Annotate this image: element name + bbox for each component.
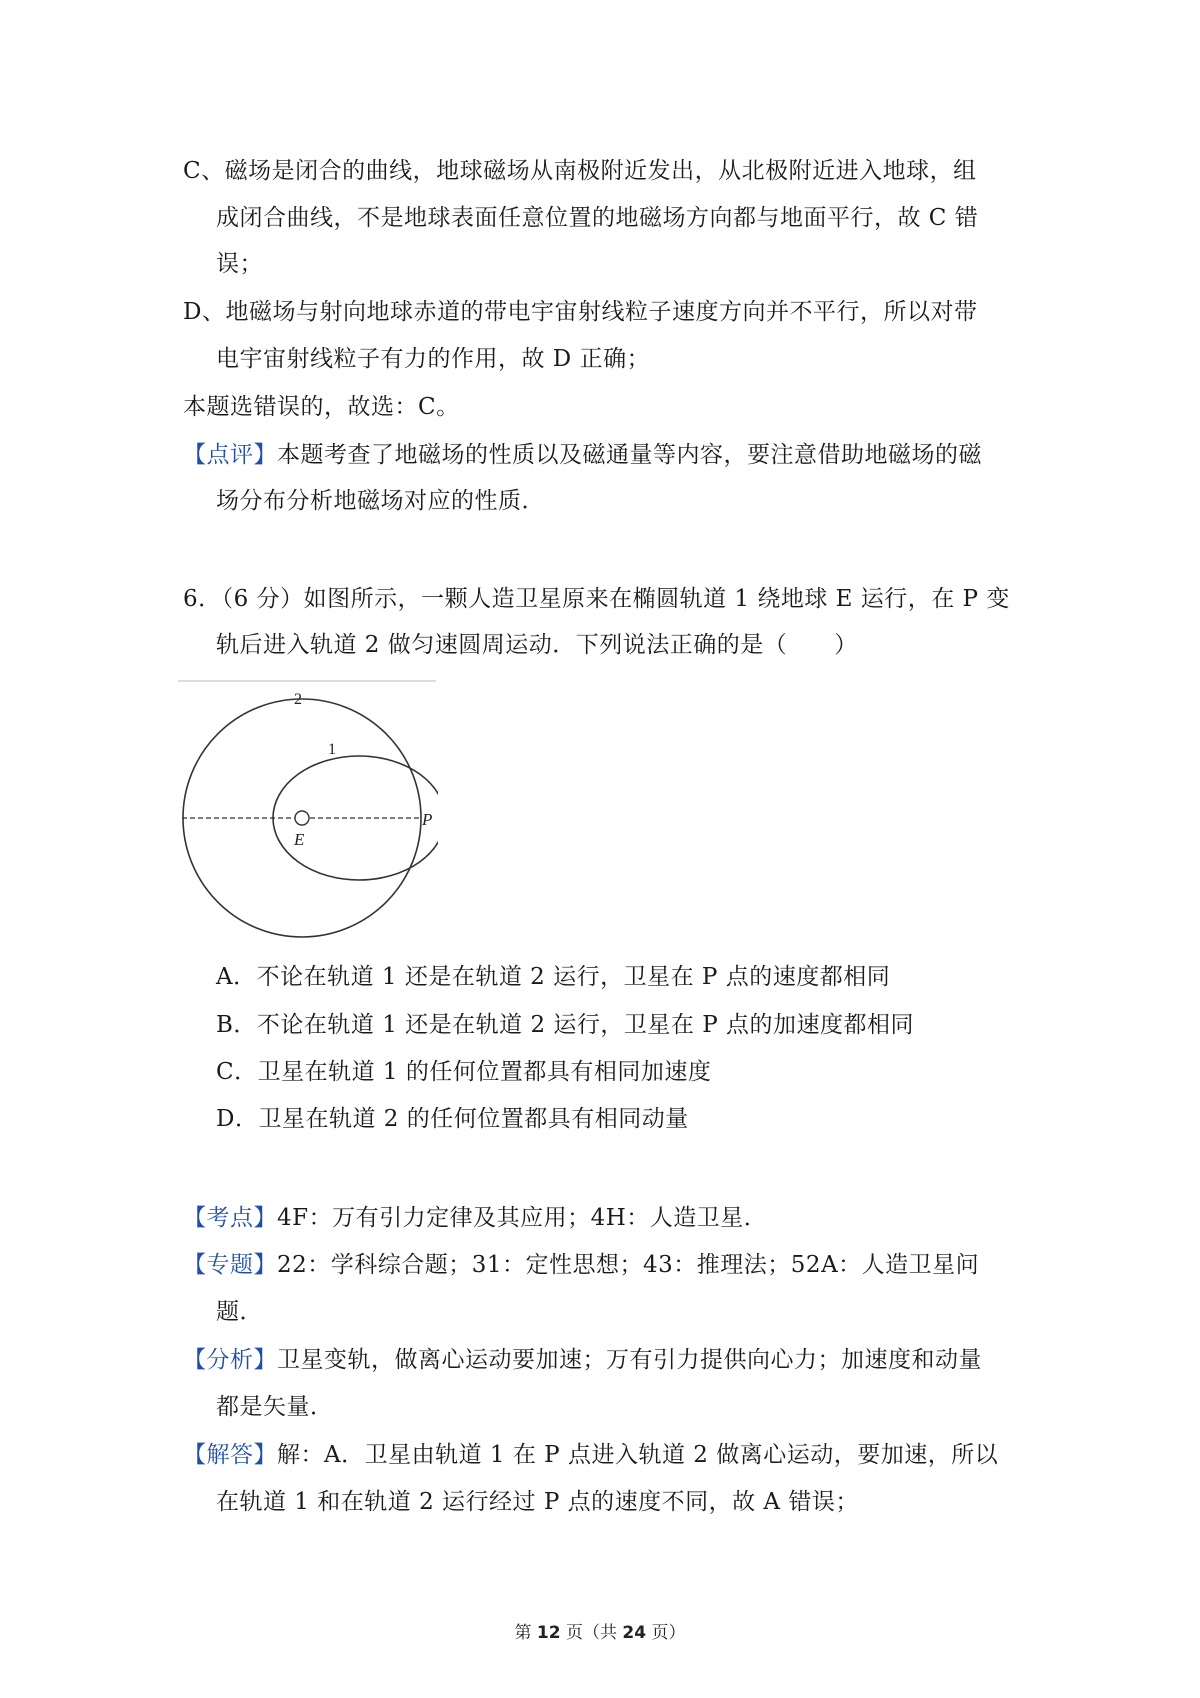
jieda-line2: 在轨道 1 和在轨道 2 运行经过 P 点的速度不同，故 A 错误； (216, 1489, 859, 1515)
page-footer (0, 1618, 1200, 1643)
fenxi-line2: 都是矢量． (216, 1394, 334, 1420)
review-line1 (183, 440, 982, 470)
orbit-1-label: 1 (328, 741, 336, 758)
point-p-label: P (422, 810, 433, 829)
footer-prefix: 第 (514, 1623, 537, 1643)
option-c: C．卫星在轨道 1 的任何位置都具有相同加速度 (216, 1059, 712, 1085)
fenxi-line1 (183, 1345, 982, 1375)
earth-marker (295, 811, 309, 825)
option-a: A．不论在轨道 1 还是在轨道 2 运行，卫星在 P 点的速度都相同 (216, 964, 891, 990)
orbit-diagram (178, 678, 438, 940)
kaodian-line (183, 1203, 767, 1233)
footer-total-pages: 24 (622, 1623, 647, 1643)
jieda-label: 【解答】 (183, 1442, 277, 1468)
footer-page-number: 12 (536, 1623, 561, 1643)
review-line2: 场分布分析地磁场对应的性质． (216, 488, 545, 514)
zhuanti-text-1: 22：学科综合题；31：定性思想；43：推理法；52A：人造卫星问 (277, 1252, 980, 1278)
solution-d-line1: D、地磁场与射向地球赤道的带电宇宙射线粒子速度方向并不平行，所以对带 (183, 299, 978, 325)
zhuanti-line1 (183, 1250, 979, 1280)
option-b: B．不论在轨道 1 还是在轨道 2 运行，卫星在 P 点的加速度都相同 (216, 1012, 915, 1038)
zhuanti-line2: 题． (216, 1299, 263, 1325)
fenxi-text-1: 卫星变轨，做离心运动要加速；万有引力提供向心力；加速度和动量 (277, 1347, 982, 1373)
kaodian-label: 【考点】 (183, 1205, 277, 1231)
solution-conclusion: 本题选错误的，故选：C。 (183, 394, 460, 420)
jieda-text-1: 解：A．卫星由轨道 1 在 P 点进入轨道 2 做离心运动，要加速，所以 (277, 1442, 999, 1468)
review-label: 【点评】 (183, 442, 277, 468)
question-line1: 6．（6 分）如图所示，一颗人造卫星原来在椭圆轨道 1 绕地球 E 运行，在 P 变 (183, 586, 1010, 612)
footer-suffix: 页） (646, 1623, 686, 1643)
solution-c-line2: 成闭合曲线，不是地球表面任意位置的地磁场方向都与地面平行，故 C 错 (216, 205, 979, 231)
solution-c-line3: 误； (216, 251, 263, 277)
option-d: D．卫星在轨道 2 的任何位置都具有相同动量 (216, 1106, 689, 1132)
review-text-1: 本题考查了地磁场的性质以及磁通量等内容，要注意借助地磁场的磁 (277, 442, 982, 468)
earth-label: E (294, 830, 305, 849)
zhuanti-label: 【专题】 (183, 1252, 277, 1278)
footer-middle: 页（共 (560, 1623, 623, 1643)
jieda-line1 (183, 1440, 998, 1470)
fenxi-label: 【分析】 (183, 1347, 277, 1373)
question-line2: 轨后进入轨道 2 做匀速圆周运动．下列说法正确的是（ ） (216, 632, 858, 658)
solution-c-line1: C、磁场是闭合的曲线，地球磁场从南极附近发出，从北极附近进入地球，组 (183, 158, 977, 184)
kaodian-text: 4F：万有引力定律及其应用；4H：人造卫星． (277, 1205, 768, 1231)
solution-d-line2: 电宇宙射线粒子有力的作用，故 D 正确； (216, 346, 651, 372)
orbit-2-label: 2 (294, 691, 302, 708)
